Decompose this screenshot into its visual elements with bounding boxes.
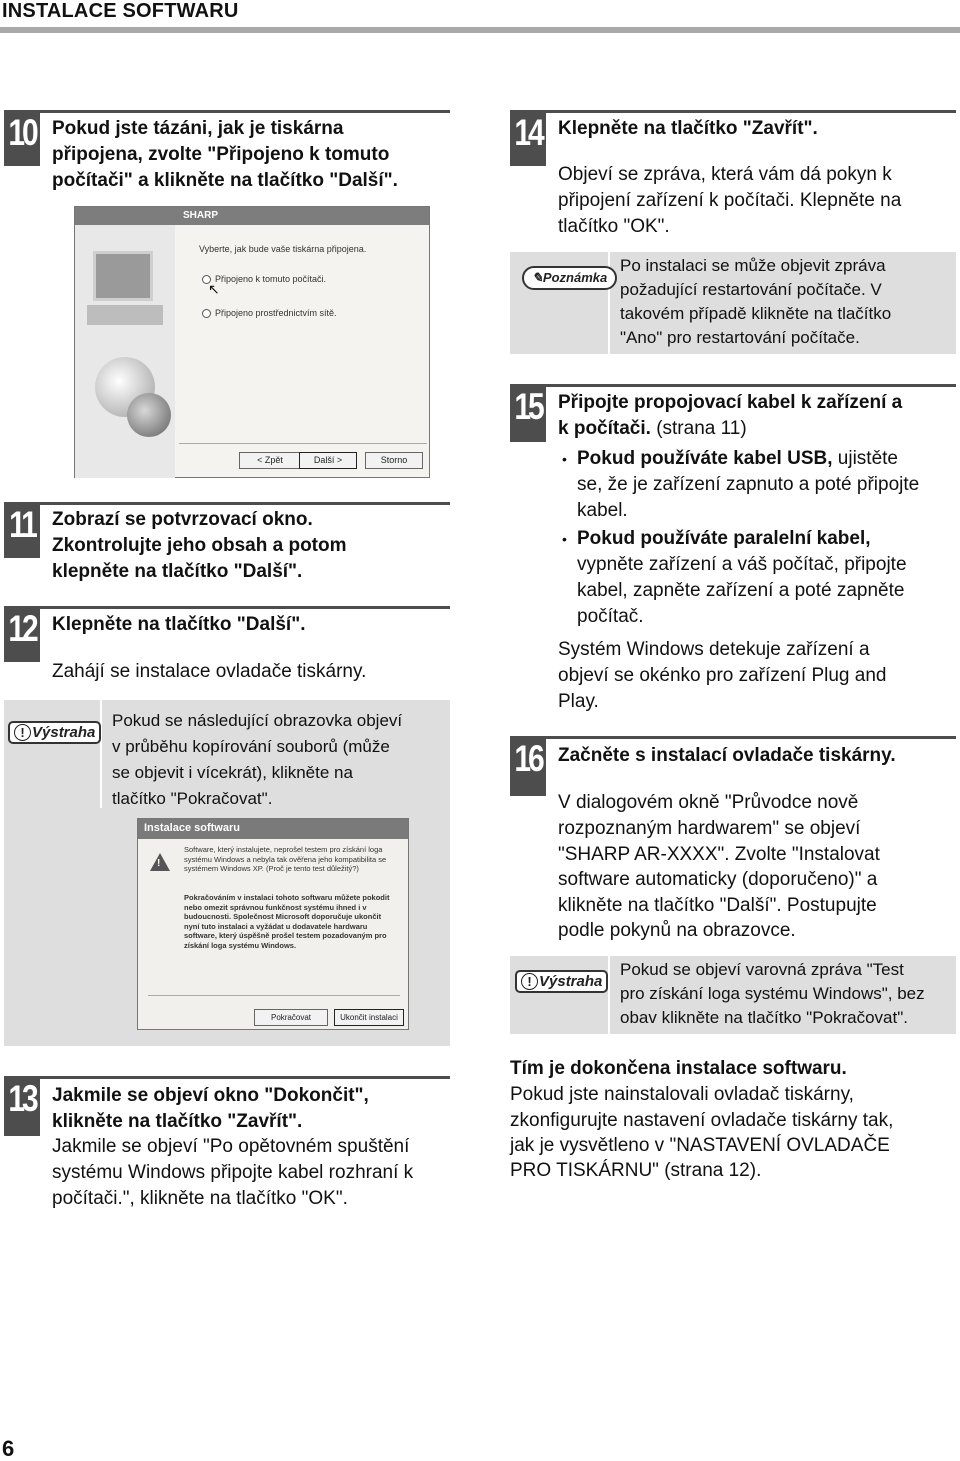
pencil-icon: ✎ bbox=[532, 270, 543, 285]
dialog-text1: Software, který instalujete, neprošel testem pro získání loga systému Windows a nebyla tak ověřena jeho kompatibilita se systémem Windows XP. (Proč je tento test důležitý?) bbox=[184, 845, 387, 873]
step-rule-10 bbox=[40, 110, 450, 113]
step-number-16: 16 bbox=[510, 736, 546, 796]
dialog-titlebar bbox=[75, 207, 429, 225]
dialog-title: Instalace softwaru bbox=[138, 819, 408, 839]
dialog-divider bbox=[179, 443, 427, 444]
step-number-13: 13 bbox=[4, 1076, 40, 1136]
step16-line5: klikněte na tlačítko "Další". Postupujte bbox=[558, 895, 877, 916]
connection-dialog bbox=[74, 206, 430, 478]
dialog-text2: Pokračováním v instalaci tohoto softwaru můžete pokodit nebo omezit správnou funkčnost systému ihned i v budoucnosti. Společnost Microsoft doporučuje ukončit nyní tuto instalaci a vyžádat u dodavatele hardwaru software, který úspěšně prošel testem pozadovaným pro získání loga systému Windows. bbox=[184, 893, 390, 950]
step12-warning-line4: tlačítko "Pokračovat". bbox=[112, 789, 273, 808]
step14-title: Klepněte na tlačítko "Zavřít". bbox=[558, 118, 818, 139]
step15-line1: Připojte propojovací kabel k zařízení a bbox=[558, 392, 903, 413]
step12-warning-line2: v průběhu kopírování souborů (může bbox=[112, 737, 390, 756]
radio-network[interactable] bbox=[202, 309, 211, 318]
closing-line2: zkonfigurujte nastavení ovladače tiskárny tak, bbox=[510, 1110, 894, 1131]
closing-line4: PRO TISKÁRNU" (strana 12). bbox=[510, 1160, 762, 1181]
step15-bullet1-line2: se, že je zařízení zapnuto a poté připojte bbox=[577, 474, 920, 495]
sharp-logo: SHARP bbox=[183, 210, 219, 221]
step15-bullet1-bold: Pokud používáte kabel USB, bbox=[577, 448, 833, 469]
warning-badge: ! Výstraha bbox=[8, 721, 101, 744]
step11-line2: Zkontrolujte jeho obsah a potom bbox=[52, 535, 347, 556]
next-button[interactable]: Další > bbox=[299, 452, 357, 469]
step16-warning-line1: Pokud se objeví varovná zpráva "Test bbox=[620, 960, 904, 979]
step16-title: Začněte s instalací ovladače tiskárny. bbox=[558, 745, 896, 766]
step-number-10: 10 bbox=[4, 110, 40, 166]
step13-line5: počítači.", klikněte na tlačítko "OK". bbox=[52, 1188, 348, 1209]
warning-triangle-mark: ! bbox=[157, 858, 161, 869]
step15-bullet2-line4: počítač. bbox=[577, 606, 644, 627]
software-install-dialog bbox=[137, 818, 409, 1030]
step12-body: Zahájí se instalace ovladače tiskárny. bbox=[52, 661, 367, 682]
step16-line2: rozpoznaným hardwarem" se objeví bbox=[558, 818, 861, 839]
header-rule bbox=[0, 27, 960, 33]
step16-line3: "SHARP AR-XXXX". Zvolte "Instalovat bbox=[558, 844, 880, 865]
step14-line2: připojení zařízení k počítači. Klepněte na bbox=[558, 190, 902, 211]
exclamation-icon: ! bbox=[14, 724, 31, 741]
step-rule-16 bbox=[546, 736, 956, 739]
step12-warning-line3: se objevit i vícekrát), klikněte na bbox=[112, 763, 353, 782]
exclamation-icon: ! bbox=[521, 973, 538, 990]
option-local[interactable]: Připojeno k tomuto počítači. bbox=[215, 274, 327, 284]
page-number: 6 bbox=[2, 1436, 15, 1461]
warning-divider-16 bbox=[608, 956, 610, 1034]
step12-warning-line1: Pokud se následující obrazovka objeví bbox=[112, 711, 403, 730]
step-rule-14 bbox=[546, 110, 956, 113]
step15-bullet2-line3: kabel, zapněte zařízení a poté zapněte bbox=[577, 580, 905, 601]
step-rule-11 bbox=[40, 502, 450, 505]
step10-line3: počítači" a klikněte na tlačítko "Další". bbox=[52, 170, 398, 191]
step16-warning-line3: obav klikněte na tlačítko "Pokračovat". bbox=[620, 1008, 908, 1027]
dialog-artwork bbox=[75, 225, 175, 478]
step16-warning-line2: pro získání loga systému Windows", bez bbox=[620, 984, 925, 1003]
step15-para-line3: Play. bbox=[558, 691, 599, 712]
note-badge: ✎Poznámka bbox=[522, 266, 617, 290]
step16-line1: V dialogovém okně "Průvodce nově bbox=[558, 792, 859, 813]
step11-line3: klepněte na tlačítko "Další". bbox=[52, 561, 303, 582]
continue-button[interactable]: Pokračovat bbox=[254, 1009, 328, 1026]
step15-line2-bold: k počítači. bbox=[558, 418, 651, 439]
closing-line3: jak je vysvětleno v "NASTAVENÍ OVLADAČE bbox=[510, 1135, 890, 1156]
step-number-12: 12 bbox=[4, 606, 40, 662]
step-number-14: 14 bbox=[510, 110, 546, 166]
step14-note-line3: takovém případě klikněte na tlačítko bbox=[620, 304, 892, 323]
monitor-icon bbox=[93, 251, 153, 301]
step16-line6: podle pokynů na obrazovce. bbox=[558, 920, 796, 941]
step10-line1: Pokud jste tázáni, jak je tiskárna bbox=[52, 118, 344, 139]
step13-line3: Jakmile se objeví "Po opětovném spuštění bbox=[52, 1136, 410, 1157]
warning-divider bbox=[100, 700, 102, 808]
bullet-icon: • bbox=[562, 531, 567, 547]
step-rule-13 bbox=[40, 1076, 450, 1079]
step15-bullet1 bbox=[577, 446, 898, 472]
step14-line1: Objeví se zpráva, která vám dá pokyn k bbox=[558, 164, 892, 185]
step13-line1: Jakmile se objeví okno "Dokončit", bbox=[52, 1085, 369, 1106]
step-number-11: 11 bbox=[4, 502, 40, 558]
step15-bullet2: Pokud používáte paralelní kabel, bbox=[577, 528, 871, 549]
stop-install-button[interactable]: Ukončit instalaci bbox=[334, 1009, 404, 1026]
dialog-question: Vyberte, jak bude vaše tiskárna připojena. bbox=[199, 244, 367, 254]
step14-note-line1: Po instalaci se může objevit zpráva bbox=[620, 256, 886, 275]
step12-title: Klepněte na tlačítko "Další". bbox=[52, 614, 306, 635]
globe-icon bbox=[127, 393, 171, 437]
option-network[interactable]: Připojeno prostřednictvím sítě. bbox=[215, 308, 337, 318]
step15-line2 bbox=[558, 416, 747, 442]
back-button[interactable]: < Zpět bbox=[239, 452, 301, 469]
step15-bullet1-rest: ujistěte bbox=[832, 448, 898, 469]
step16-line4: software automaticky (doporučeno)" a bbox=[558, 869, 878, 890]
page-section-title: INSTALACE SOFTWARU bbox=[2, 0, 239, 22]
step15-para-line2: objeví se okénko pro zařízení Plug and bbox=[558, 665, 887, 686]
step15-bullet2-line2: vypněte zařízení a váš počítač, připojte bbox=[577, 554, 907, 575]
step14-note-line4: "Ano" pro restartování počítače. bbox=[620, 328, 860, 347]
closing-line1: Pokud jste nainstalovali ovladač tiskárny, bbox=[510, 1084, 854, 1105]
step15-para-line1: Systém Windows detekuje zařízení a bbox=[558, 639, 870, 660]
step13-line2: klikněte na tlačítko "Zavřít". bbox=[52, 1111, 303, 1132]
step15-page-ref: (strana 11) bbox=[650, 418, 747, 439]
cancel-button[interactable]: Storno bbox=[365, 452, 423, 469]
bullet-icon: • bbox=[562, 451, 567, 467]
step14-note-line2: požadující restartování počítače. V bbox=[620, 280, 882, 299]
closing-title: Tím je dokončena instalace softwaru. bbox=[510, 1058, 847, 1079]
warning-badge-16: ! Výstraha bbox=[515, 970, 608, 993]
step10-line2: připojena, zvolte "Připojeno k tomuto bbox=[52, 144, 390, 165]
step13-line4: systému Windows připojte kabel rozhraní k bbox=[52, 1162, 414, 1183]
step-rule-15 bbox=[546, 384, 956, 387]
computer-icon bbox=[87, 305, 163, 325]
step-number-15: 15 bbox=[510, 384, 546, 442]
step15-bullet1-line3: kabel. bbox=[577, 500, 628, 521]
step14-line3: tlačítko "OK". bbox=[558, 216, 670, 237]
step11-line1: Zobrazí se potvrzovací okno. bbox=[52, 509, 313, 530]
cursor-icon: ↖ bbox=[208, 281, 220, 297]
step-rule-12 bbox=[40, 606, 450, 609]
dialog-divider bbox=[148, 995, 400, 996]
